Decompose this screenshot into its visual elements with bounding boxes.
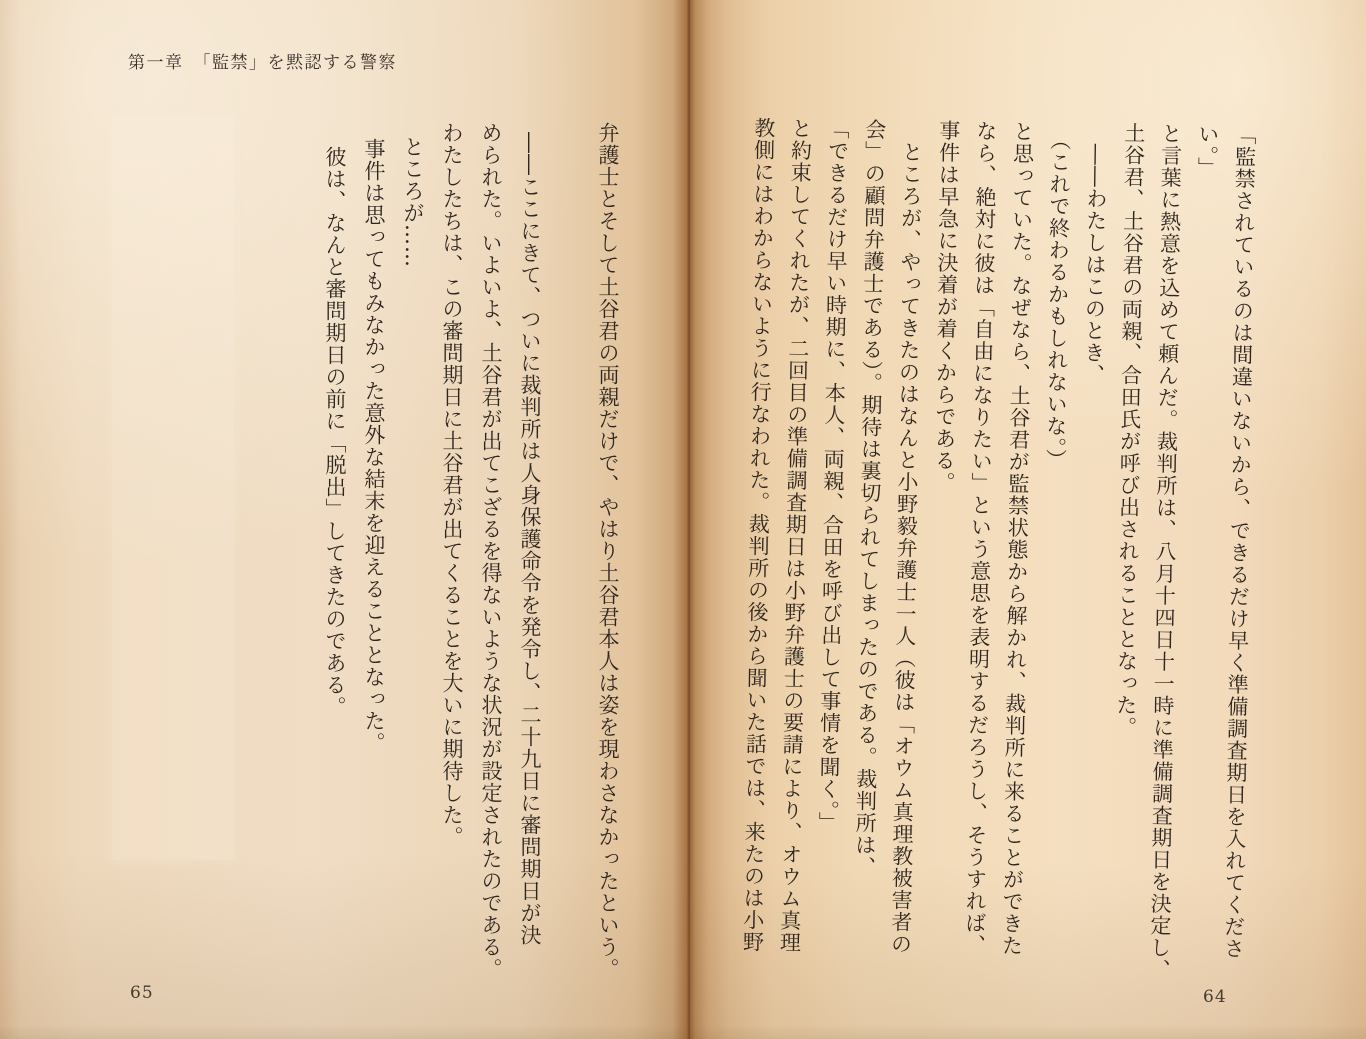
text-line: 弁護士とそして土谷君の両親だけで、やはり土谷君本人は姿を現わさなかったという。 <box>596 122 620 980</box>
text-line: 「できるだけ早い時期に、本人、両親、合田を呼び出して事情を聞く。」 <box>816 117 851 834</box>
page-showthrough <box>112 116 234 860</box>
right-page-text <box>733 116 1263 981</box>
chapter-header: 第一章 「監禁」を黙認する警察 <box>128 53 397 73</box>
text-line: ――わたしはこのとき、 <box>1081 143 1109 386</box>
text-line: ところが、やってきたのはなんと小野毅弁護士一人（彼は「オウム真理教被害者の <box>888 140 924 956</box>
text-line: められた。いよいよ、土谷君が出てこざるを得ないような状況が設定されたのである。 <box>479 122 503 980</box>
text-line: 事件は思ってもみなかった意外な結末を迎えることとなった。 <box>362 138 386 754</box>
text-line: 土谷君、土谷君の両親、合田氏が呼び出されることとなった。 <box>1113 122 1147 739</box>
text-line: 教側にはわからないように行なわれた。裁判所の後から聞いた話では、来たのは小野 <box>740 116 777 954</box>
blank-line <box>549 122 588 970</box>
text-line: と言葉に熱意を込めて頼んだ。裁判所は、八月十四日十一時に準備調査期日を決定し、 <box>1147 122 1184 981</box>
text-line: と思っていた。なぜなら、土谷君が監禁状態から解かれ、裁判所に来ることができた <box>999 120 1036 957</box>
text-line: 会」の顧問弁護士である）。期待は裏切られてしまったのである。裁判所は、 <box>852 118 888 879</box>
text-line: （これで終わるかもしれないな。） <box>1043 128 1072 471</box>
right-page-number: 64 <box>1203 987 1227 1007</box>
text-line: 「監禁されているのは間違いないから、できるだけ早く準備調査期日を入れてくださ <box>1221 123 1258 960</box>
text-line: と約束してくれたが、二回目の準備調査期日は小野弁護士の要請により、オウム真理 <box>777 117 814 954</box>
text-line: 彼は、なんと審問期日の前に「脱出」してきたのである。 <box>323 146 347 718</box>
text-line: わたしたちは、この審問期日に土谷君が出てくることを大いに期待した。 <box>440 122 464 848</box>
text-line: ――ここにきて、ついに裁判所は人身保護命令を発令し、二十九日に審問期日が決 <box>518 132 542 946</box>
text-line: 事件は早急に決着が着くからである。 <box>931 119 962 494</box>
text-line: なら、絶対に彼は「自由になりたい」という意思を表明するだろうし、そうすれば、 <box>962 119 999 957</box>
left-page-text <box>315 122 627 980</box>
page-right <box>690 0 1366 1039</box>
text-line: い。」 <box>1195 123 1221 179</box>
left-page-number: 65 <box>130 983 154 1003</box>
text-line: ところが…… <box>401 136 425 268</box>
